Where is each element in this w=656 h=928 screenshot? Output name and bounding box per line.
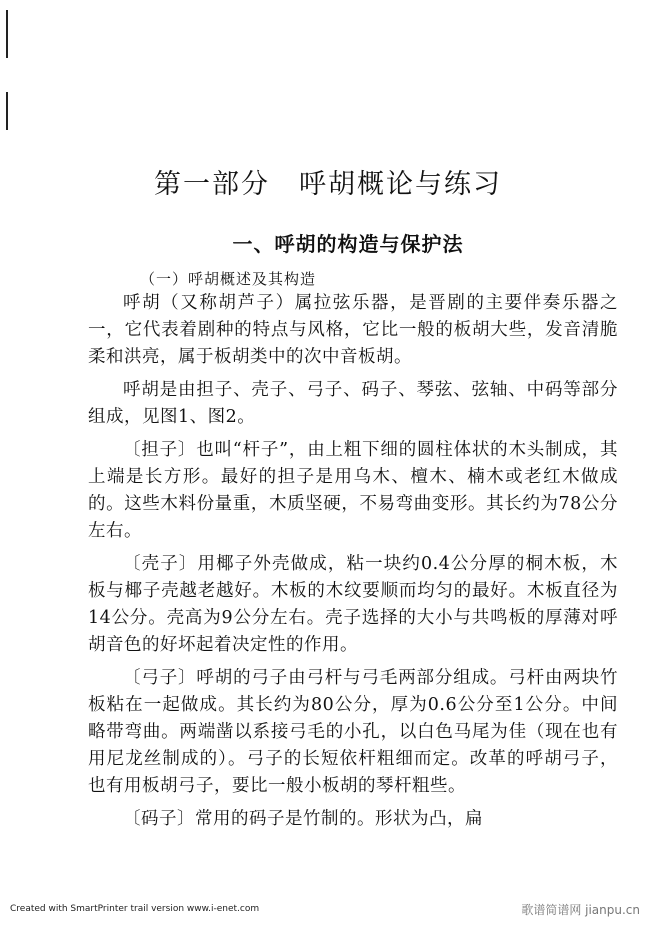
- paragraph-kezi: 〔壳子〕用椰子外壳做成，粘一块约0.4公分厚的桐木板，木板与椰子壳越老越好。木板的木纹要顺而均匀的最好。木板直径为14公分。壳高为9公分左右。壳子选择的大小与共鸣板的厚薄对呼胡音色的好坏起着决定性的作用。: [88, 554, 618, 655]
- paragraph-danzi: 〔担子〕也叫“杆子”，由上粗下细的圆柱体状的木头制成，其上端是长方形。最好的担子是用乌木、檀木、楠木或老红木做成的。这些木料份量重，木质坚硬，不易弯曲变形。其长约为78公分左右。: [88, 440, 618, 541]
- scan-edge-mark-middle: [6, 92, 8, 130]
- paragraph-gongzi: 〔弓子〕呼胡的弓子由弓杆与弓毛两部分组成。弓杆由两块竹板粘在一起做成。其长约为80公分，厚为0.6公分至1公分。中间略带弯曲。两端凿以系接弓毛的小孔，以白色马尾为佳（现在也有用尼龙丝制成的）。弓子的长短依杆粗细而定。改革的呼胡弓子，也有用板胡弓子，要比一般小板胡的琴杆粗些。: [88, 668, 618, 796]
- paragraph-mazi: 〔码子〕常用的码子是竹制的。形状为凸，扁: [123, 809, 483, 829]
- sub-title: （一）呼胡概述及其构造: [140, 270, 317, 288]
- paragraph-intro: 呼胡（又称胡芦子）属拉弦乐器，是晋剧的主要伴奏乐器之一，它代表着剧种的特点与风格，它比一般的板胡大些，发音清脆柔和洪亮，属于板胡类中的次中音板胡。: [88, 293, 618, 367]
- part-title: 第一部分 呼胡概论与练习: [154, 169, 502, 200]
- scan-edge-mark-top: [6, 10, 8, 58]
- section-title: 一、呼胡的构造与保护法: [232, 232, 464, 256]
- paragraph-components: 呼胡是由担子、壳子、弓子、码子、琴弦、弦轴、中码等部分组成，见图1、图2。: [88, 380, 618, 427]
- footer-watermark-right: 歌谱简谱网 jianpu.cn: [521, 903, 640, 917]
- body-text: [88, 290, 618, 839]
- footer-watermark-left: Created with SmartPrinter trail version www.i-enet.com: [10, 904, 260, 914]
